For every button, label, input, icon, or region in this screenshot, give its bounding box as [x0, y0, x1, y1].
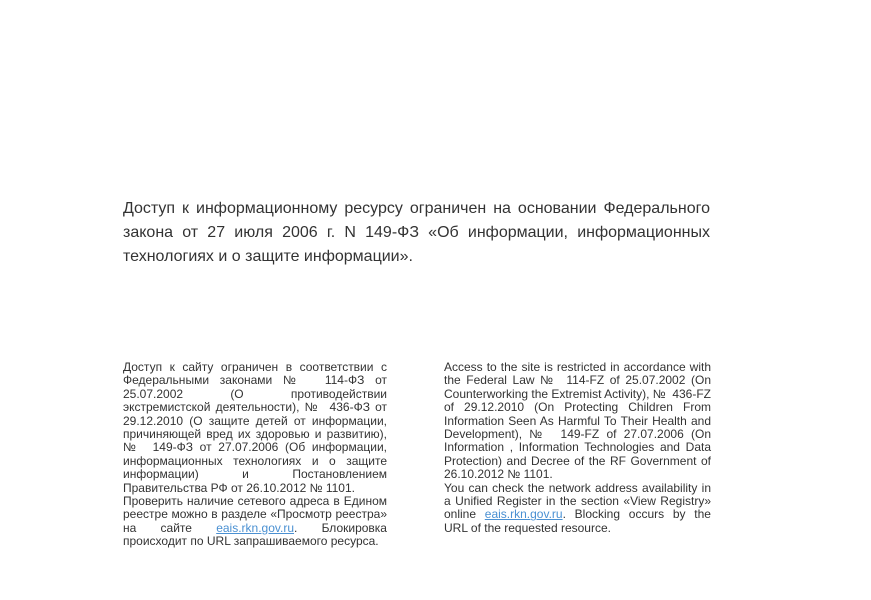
ru-registry-paragraph: [123, 495, 387, 549]
eais-link-ru[interactable]: eais.rkn.gov.ru: [216, 520, 294, 535]
english-notice-column: [444, 361, 711, 535]
en-law-paragraph: Access to the site is restricted in accordance with the Federal Law № 114-FZ of 25.07.2002 (On Counterworking the Extremist Activity), № 436-FZ of 29.12.2010 (On Protecting Children From Information Seen As Harmful To Their Health and Development), № 149-FZ of 27.07.2006 (On Information , Information Technologies and Data Protection) and Decree of the RF Government of 26.10.2012 № 1101.: [444, 360, 711, 482]
ru-registry-text-before: Проверить наличие сетевого адреса в Едином реестре можно в разделе «Просмотр реестра» на сайте: [123, 494, 387, 535]
russian-notice-column: [123, 361, 387, 549]
en-registry-paragraph: [444, 482, 711, 536]
ru-registry-text-after: . Блокировка происходит по URL запрашиваемого ресурса.: [123, 520, 387, 549]
ru-law-paragraph: Доступ к сайту ограничен в соответствии с Федеральными законами № 114-ФЗ от 25.07.2002 (О противодействии экстремистской деятельности), № 436-ФЗ от 29.12.2010 (О защите детей от информации, причиняющей вред их здоровью и развитию), № 149-ФЗ от 27.07.2006 (Об информации, информационных технологиях и о защите информации) и Постановлением Правительства РФ от 26.10.2012 № 1101.: [123, 360, 387, 495]
restriction-heading: Доступ к информационному ресурсу ограничен на основании Федерального закона от 27 июля 2006 г. N 149-ФЗ «Об информации, информационных технологиях и о защите информации».: [123, 200, 710, 265]
en-registry-text-after: . Blocking occurs by the URL of the requested resource.: [444, 507, 711, 535]
eais-link-en[interactable]: eais.rkn.gov.ru: [484, 507, 563, 522]
en-registry-text-before: You can check the network address availability in a Unified Register in the section «View Registry» online: [444, 480, 711, 522]
